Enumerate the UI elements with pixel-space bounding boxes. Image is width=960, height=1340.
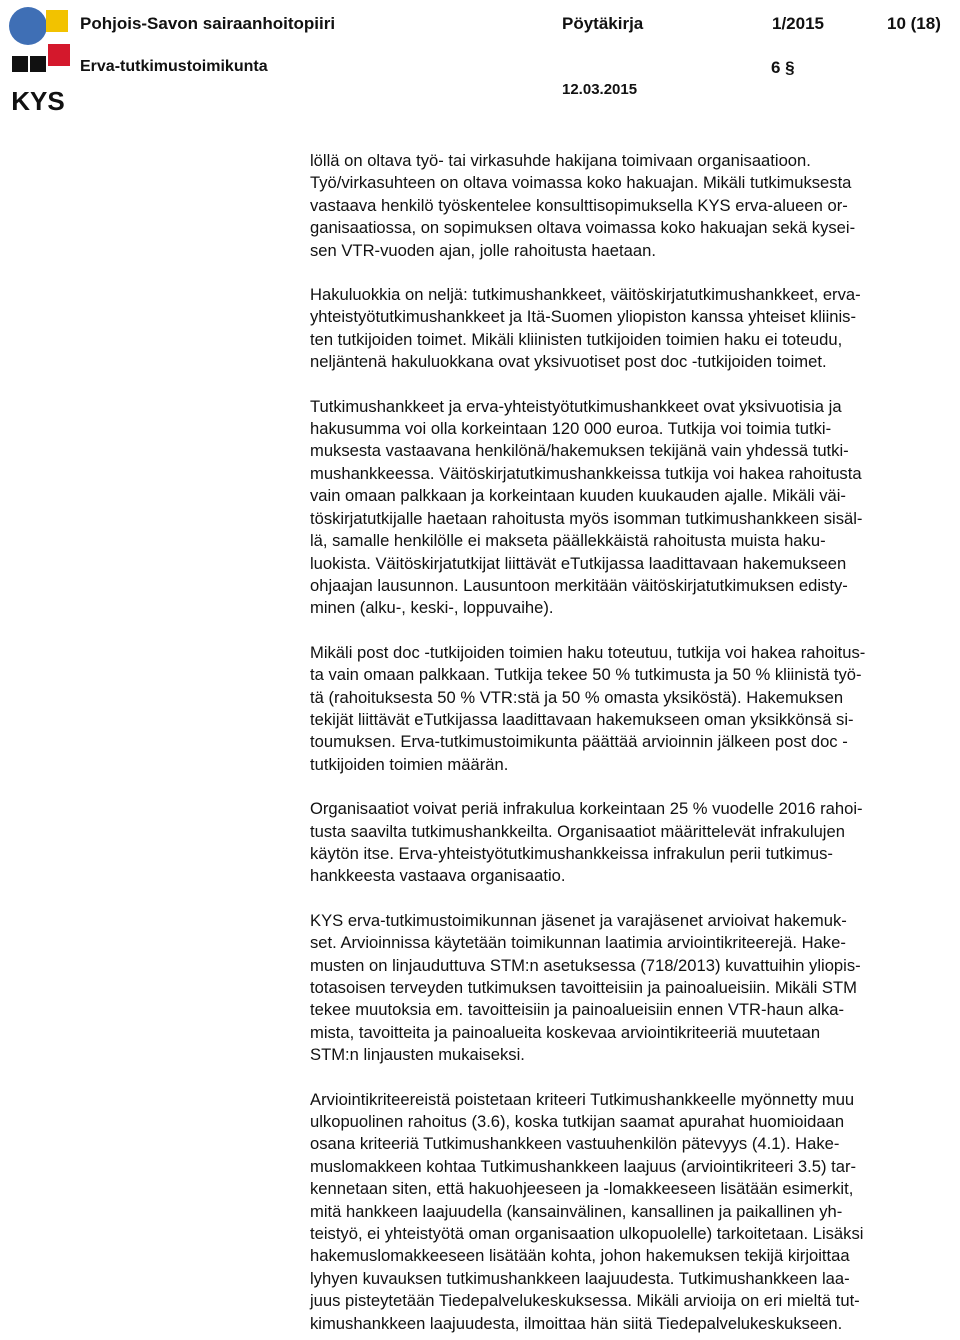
meeting-date: 12.03.2015 bbox=[562, 81, 638, 98]
paragraph: Tutkimushankkeet ja erva-yhteistyötutkimushankkeet ovat yksivuotisia ja hakusumma voi olla korkeintaan 120 000 euroa. Tutkija voi toimia tutki- muksesta vastaavana henkilönä/hakemuksen tekijänä vain yhdessä tutki- mushankkeessa. Väitöskirjatutkimushankkeissa tutkija voi hakea rahoitusta vain omaan palkkaan ja korkeintaan kuuden kuukauden ajalle. Mikäli väi- töskirjatutkijalle haetaan rahoitusta myös isomman tutkimushankkeen sisäl- lä, samalle henkilölle ei makseta päällekkäistä rahoitusta muista haku- luokista. Väitöskirjatutkijat liittävät eTutkijassa laadittavaan hakemukseen ohjaajan lausunnon. Lausuntoon merkitään väitöskirjatutkimuksen edisty- minen (alku-, keski-, loppuvaihe). bbox=[310, 396, 863, 618]
kys-logo bbox=[4, 4, 72, 114]
section-number: 6 § bbox=[771, 58, 795, 77]
paragraph: Arviointikriteereistä poistetaan kriteeri Tutkimushankkeelle myönnetty muu ulkopuolinen rahoitus (3.6), koska tutkijan saamat apurahat huomioidaan osana kriteeriä Tutkimushankkeen vastuuhenkilön pätevyys (4.1). Hake- muslomakkeen kohtaa Tutkimushankkeen laajuus (arviointikriteeri 3.5) tar- kennetaan siten, että hakuohjeeseen ja -lomakkeeseen lisätään esimerkit, mitä hankkeen laajuudella (kansainvälinen, kansallinen ja paikallinen yh- teistyö, ei yhteistyötä oman organisaation ulkopuolelle) tarkoitetaan. Lisäksi hakemuslomakkeeseen lisätään kohta, johon hakemuksen tekijä kirjoittaa lyhyen kuvauksen tutkimushankkeen laajuudesta. Tutkimushankkeen laa- juus pisteytetään Tiedepalvelukeskuksessa. Mikäli arvioija on eri mieltä tut- kimushankkeen laajuudesta, ilmoittaa hän siitä Tiedepalvelukeskukseen. bbox=[310, 1089, 864, 1333]
paragraph: KYS erva-tutkimustoimikunnan jäsenet ja varajäsenet arvioivat hakemuk- set. Arvioinnissa käytetään toimikunnan laatimia arviointikriteerejä. Hake- musten on linjauduttuva STM:n asetuksessa (718/2013) kuvattuihin yliopis- totasoisen terveyden tutkimuksen tavoitteisiin ja painoalueisiin. Mikäli STM tekee muutoksia em. tavoitteisiin ja painoalueisiin ennen VTR-haun alka- mista, tavoitteita ja painoalueita koskevaa arviointikriteeriä muutetaan STM:n linjausten mukaiseksi. bbox=[310, 910, 861, 1065]
document-number: 1/2015 bbox=[772, 14, 824, 33]
paragraph: Hakuluokkia on neljä: tutkimushankkeet, väitöskirjatutkimushankkeet, erva- yhteistyötutkimushankkeet ja Itä-Suomen yliopiston kanssa yhteiset kliinis- ten tutkijoiden toimet. Mikäli kliinisten tutkijoiden toimien haku ei toteudu, neljäntenä hakuluokkana ovat yksivuotiset post doc -tutkijoiden toimet. bbox=[310, 285, 861, 372]
document-type: Pöytäkirja bbox=[562, 14, 644, 33]
organization-name: Pohjois-Savon sairaanhoitopiiri bbox=[80, 14, 336, 33]
paragraph: Organisaatiot voivat periä infrakulua korkeintaan 25 % vuodelle 2016 rahoi- tusta saavilta tutkimushankkeilta. Organisaatiot määrittelevät infrakulujen käytön itse. Erva-yhteistyötutkimushankkeissa infrakulun perii tutkimus- hankkeesta vastaava organisaatio. bbox=[310, 799, 863, 886]
committee-name: Erva-tutkimustoimikunta bbox=[80, 58, 268, 75]
logo-text: KYS bbox=[11, 86, 65, 114]
paragraph: löllä on oltava työ- tai virkasuhde hakijana toimivaan organisaatioon. Työ/virkasuhteen on oltava voimassa koko hakuajan. Mikäli tutkimuksesta vastaava henkilö työskentelee konsulttisopimuksella KYS erva-alueen or- ganisaatiossa, on sopimuksen oltava voimassa koko hakuajan sekä kysei- sen VTR-vuoden ajan, jolle rahoitusta haetaan. bbox=[310, 151, 856, 260]
paragraph: Mikäli post doc -tutkijoiden toimien haku toteutuu, tutkija voi hakea rahoitus- ta vain omaan palkkaan. Tutkija tekee 50 % tutkimusta ja 50 % kliinistä työ- tä (rahoituksesta 50 % VTR:stä ja 50 % omasta yksiköstä). Hakemuksen tekijät liittävät eTutkijassa laadittavaan hakemukseen oman yksikkönsä si- toumuksen. Erva-tutkimustoimikunta päättää arvioinnin jälkeen post doc - tutkijoiden toimien määrän. bbox=[310, 642, 866, 774]
page-number: 10 (18) bbox=[887, 14, 941, 33]
minutes-body bbox=[310, 150, 950, 1335]
